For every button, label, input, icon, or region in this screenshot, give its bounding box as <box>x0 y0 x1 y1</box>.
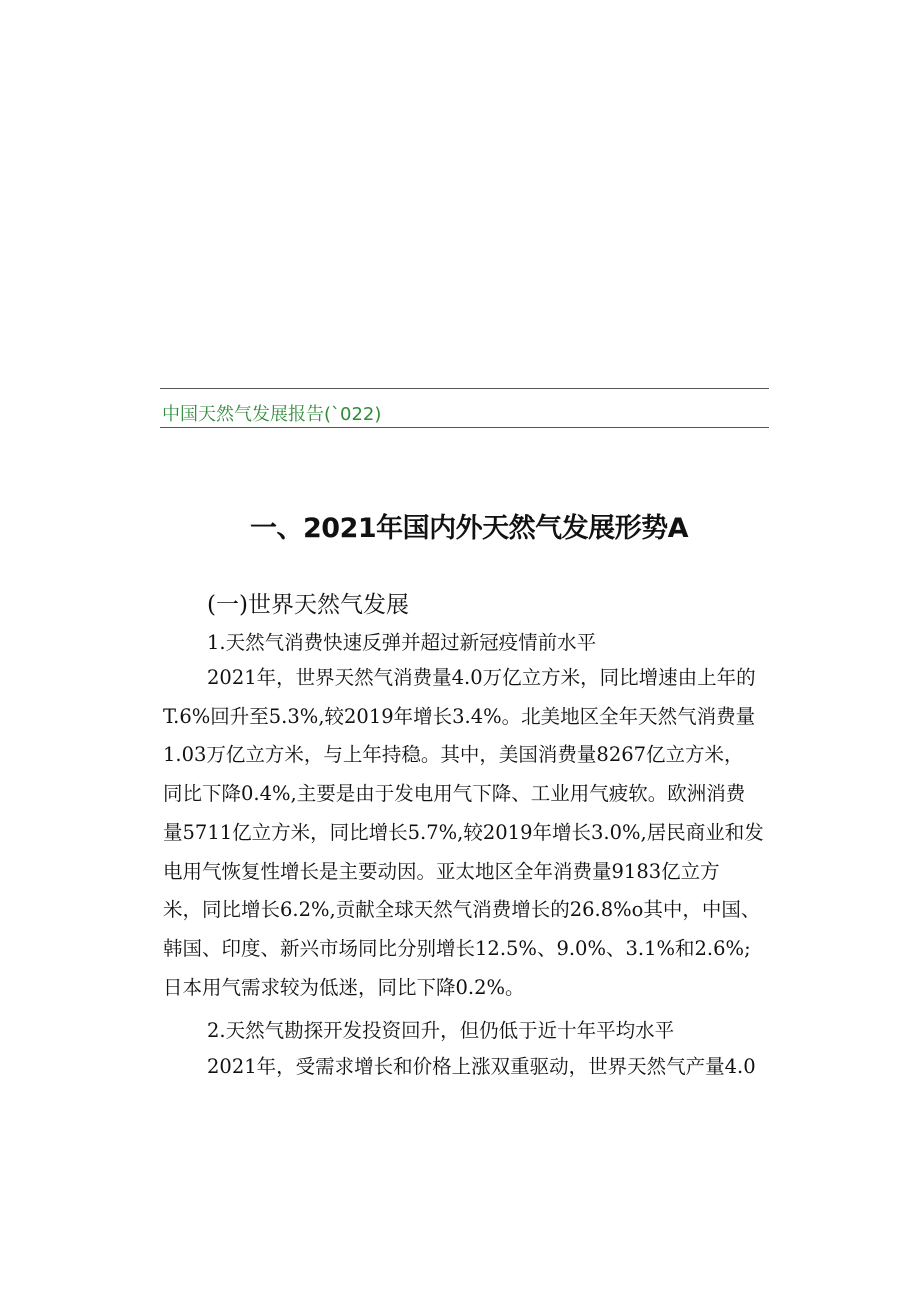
paragraph-line: 量5711亿立方米，同比增长5.7%,较2019年增长3.0%,居民商业和发 <box>163 820 764 844</box>
section-title: (一)世界天然气发展 <box>207 592 409 618</box>
subsection-heading-2: 2.天然气勘探开发投资回升，但仍低于近十年平均水平 <box>207 1019 675 1042</box>
paragraph-line: T.6%回升至5.3%,较2019年增长3.4%。北美地区全年天然气消费量 <box>163 704 756 728</box>
header-rule-top <box>160 388 769 389</box>
paragraph-line: 韩国、印度、新兴市场同比分别增长12.5%、9.0%、3.1%和2.6%; <box>163 936 751 960</box>
paragraph-line: 电用气恢复性增长是主要动因。亚太地区全年消费量9183亿立方 <box>163 859 720 883</box>
paragraph-line: 2021年，世界天然气消费量4.0万亿立方米，同比增速由上年的 <box>207 666 756 689</box>
paragraph-line: 米，同比增长6.2%,贡献全球天然气消费增长的26.8%o其中，中国、 <box>163 898 761 922</box>
paragraph-line: 日本用气需求较为低迷，同比下降0.2%。 <box>163 975 525 999</box>
subsection-1-paragraph <box>163 659 769 1007</box>
running-header-title: 中国天然气发展报告(`022) <box>162 404 382 425</box>
subsection-2-paragraph <box>163 1048 769 1087</box>
header-rule-bottom <box>160 427 769 428</box>
paragraph-line: 1.03万亿立方米，与上年持稳。其中，美国消费量8267亿立方米， <box>163 743 744 767</box>
subsection-heading-1: 1.天然气消费快速反弹并超过新冠疫情前水平 <box>207 631 597 654</box>
paragraph-line: 2021年，受需求增长和价格上涨双重驱动，世界天然气产量4.0 <box>207 1055 756 1078</box>
chapter-title: 一、2021年国内外天然气发展形势A <box>250 513 689 544</box>
paragraph-line: 同比下降0.4%,主要是由于发电用气下降、工业用气疲软。欧洲消费 <box>163 782 746 806</box>
